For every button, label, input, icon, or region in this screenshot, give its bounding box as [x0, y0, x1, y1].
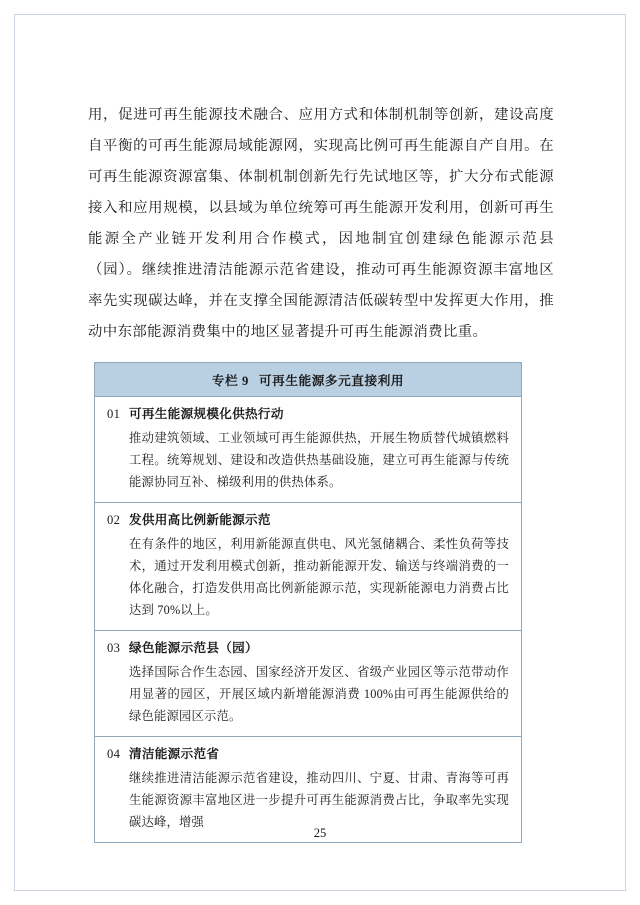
body-paragraph: 用，促进可再生能源技术融合、应用方式和体制机制等创新，建设高度自平衡的可再生能源局域能源网，实现高比例可再生能源自产自用。在可再生能源资源富集、体制机制创新先行先试地区等，扩大分布式能源接入和应用规模，以县域为单位统筹可再生能源开发利用，创新可再生能源全产业链开发利用合作模式，因地制宜创建绿色能源示范县（园）。继续推进清洁能源示范省建设，推动可再生能源资源丰富地区率先实现碳达峰，并在支撑全国能源清洁低碳转型中发挥更大作用，推动中东部能源消费集中的地区显著提升可再生能源消费比重。 — [88, 107, 554, 340]
item-heading — [107, 638, 509, 658]
item-number: 02 — [107, 513, 121, 527]
item-title: 清洁能源示范省 — [129, 747, 220, 761]
item-title: 发供用高比例新能源示范 — [129, 513, 271, 527]
item-heading — [107, 404, 509, 424]
callout-box — [94, 362, 522, 843]
table-row — [95, 503, 521, 631]
item-body: 继续推进清洁能源示范省建设，推动四川、宁夏、甘肃、青海等可再生能源资源丰富地区进一步提升可再生能源消费占比，争取率先实现碳达峰，增强 — [129, 771, 509, 829]
item-body: 选择国际合作生态园、国家经济开发区、省级产业园区等示范带动作用显著的园区，开展区域内新增能源消费 100%由可再生能源供给的绿色能源园区示范。 — [129, 665, 509, 723]
page-content — [88, 100, 554, 843]
table-row — [95, 631, 521, 737]
item-heading — [107, 744, 509, 764]
callout-box-label: 专栏 9 — [211, 374, 249, 388]
item-heading — [107, 510, 509, 530]
item-body: 推动建筑领域、工业领域可再生能源供热，开展生物质替代城镇燃料工程。统筹规划、建设和改造供热基础设施，建立可再生能源与传统能源协同互补、梯级利用的供热体系。 — [129, 431, 509, 489]
callout-box-title — [95, 363, 521, 397]
item-number: 01 — [107, 407, 121, 421]
item-title: 绿色能源示范县（园） — [129, 641, 258, 655]
item-number: 04 — [107, 747, 121, 761]
item-title: 可再生能源规模化供热行动 — [129, 407, 284, 421]
page-number: 25 — [313, 826, 327, 840]
table-row — [95, 397, 521, 503]
item-body: 在有条件的地区，利用新能源直供电、风光氢储耦合、柔性负荷等技术，通过开发利用模式创新，推动新能源开发、输送与终端消费的一体化融合，打造发供用高比例新能源示范，实现新能源电力消费占比达到 70%以上。 — [129, 537, 509, 617]
item-number: 03 — [107, 641, 121, 655]
callout-box-heading: 可再生能源多元直接利用 — [258, 374, 405, 388]
